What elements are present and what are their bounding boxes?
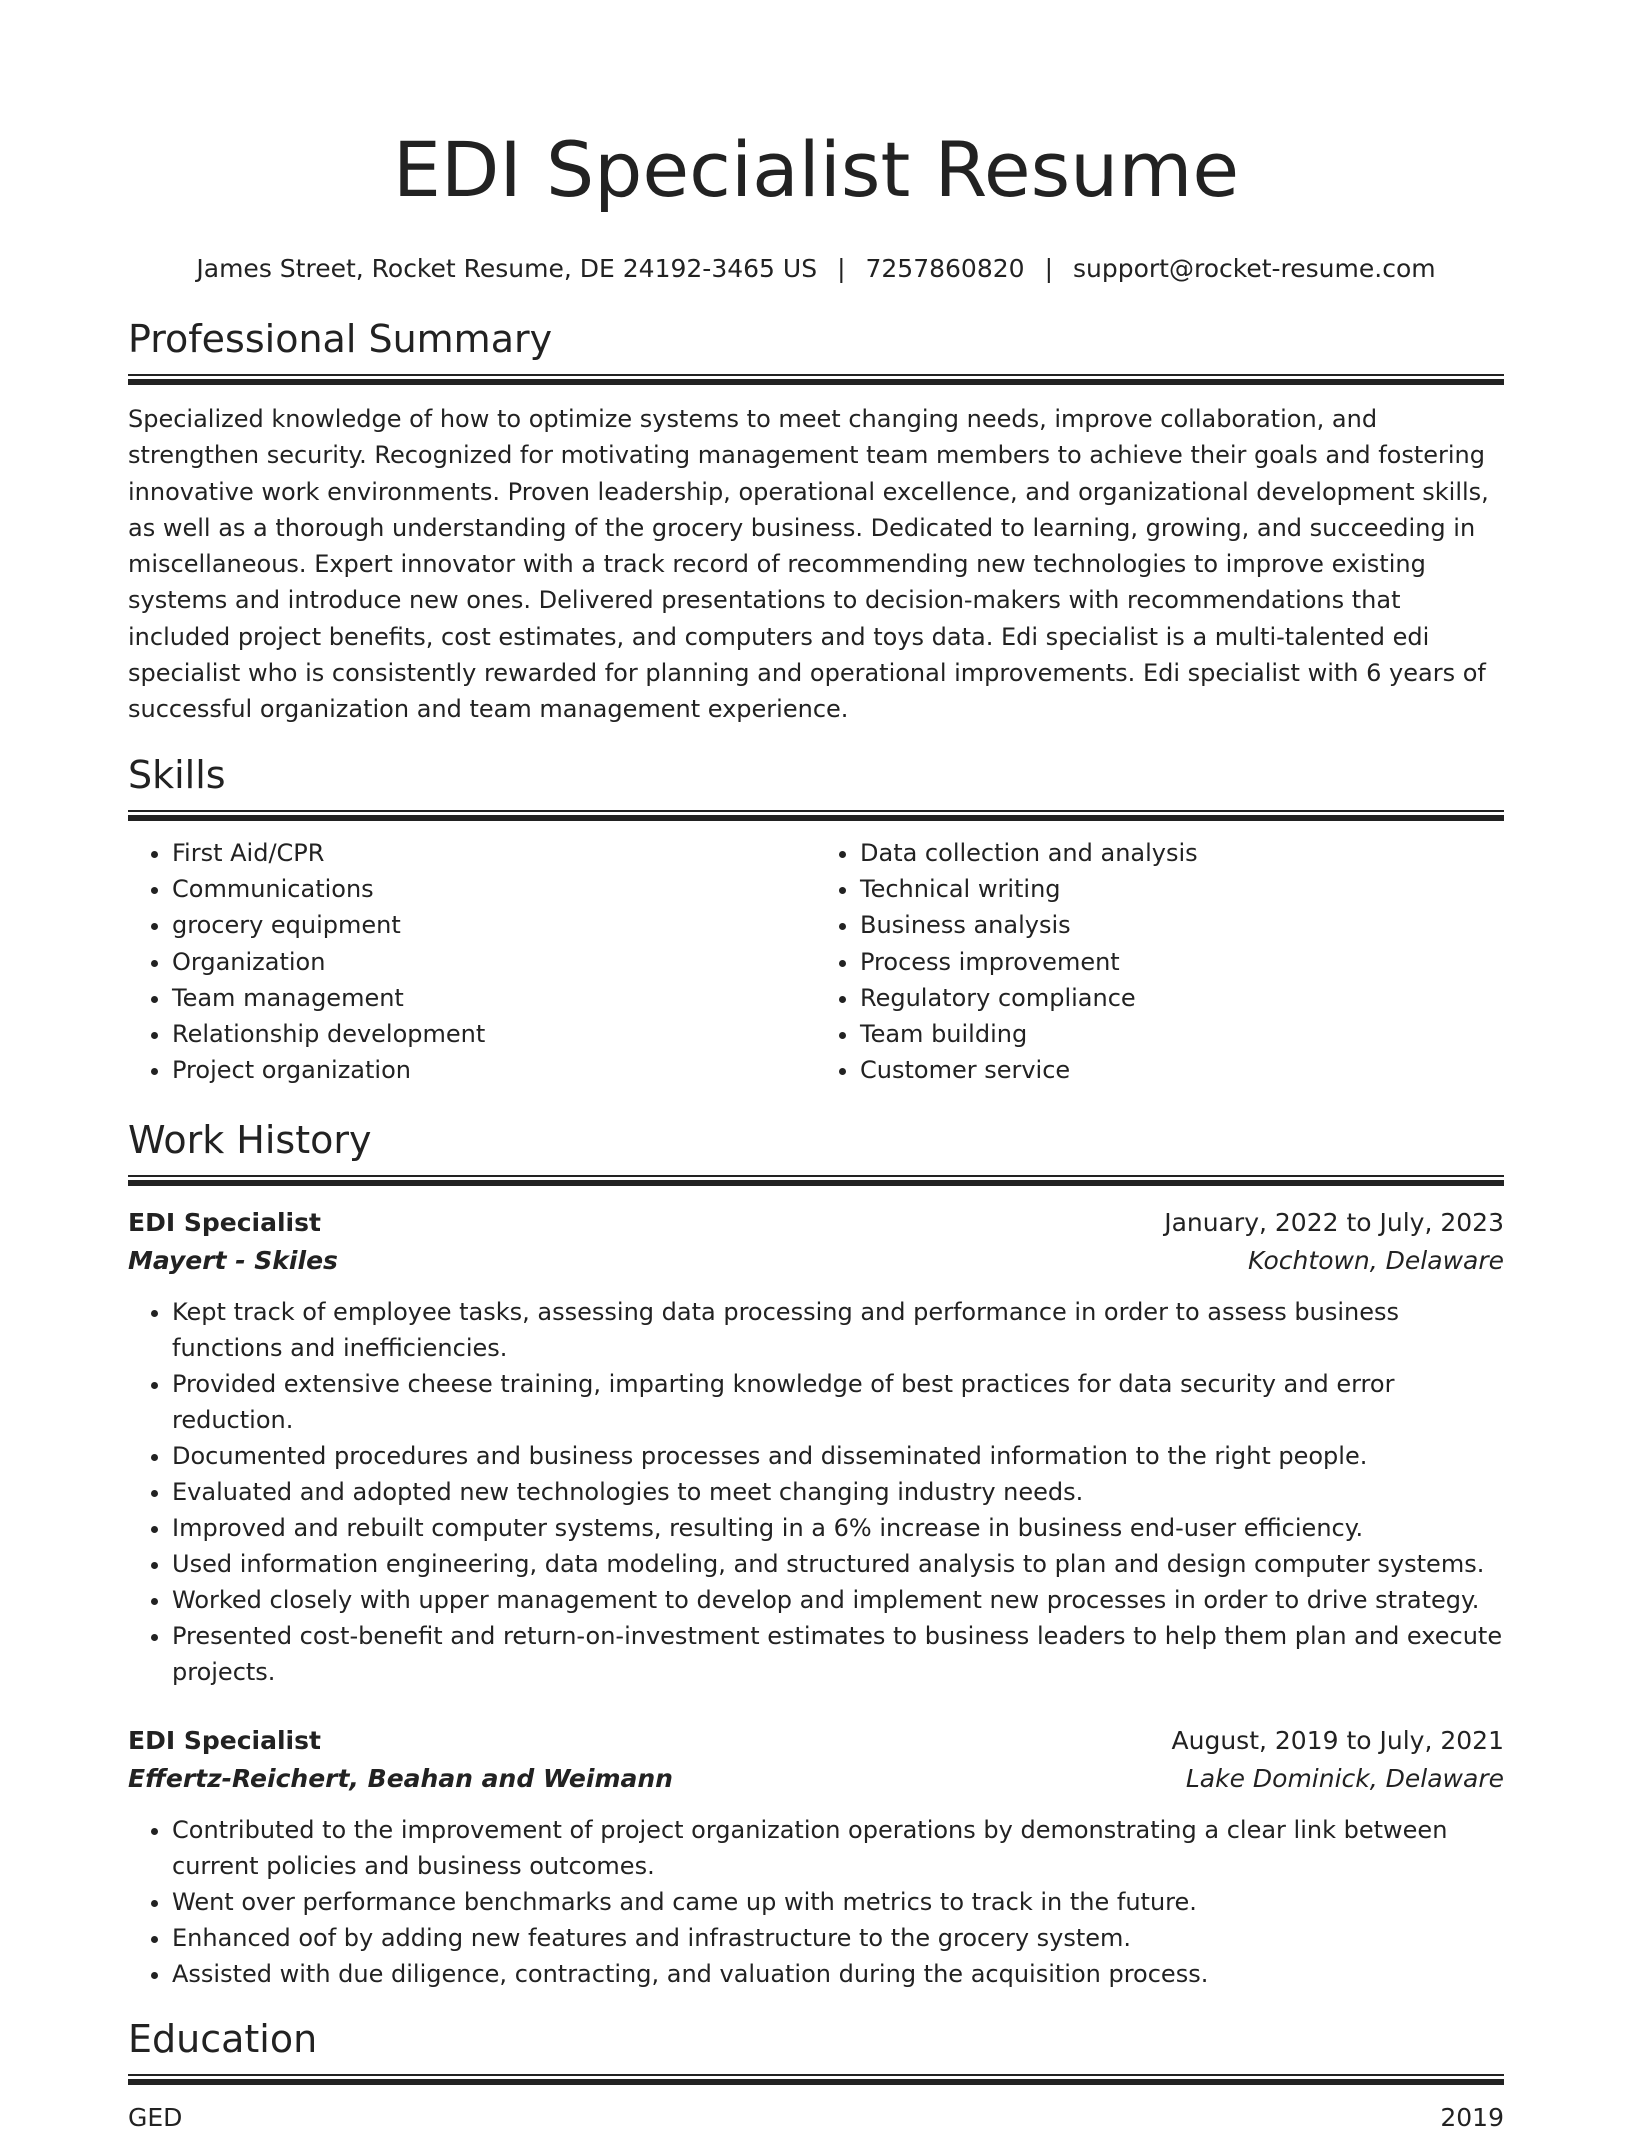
job-company: Mayert - Skiles	[128, 1245, 338, 1275]
skills-section	[128, 752, 1504, 1089]
work-heading: Work History	[128, 1117, 372, 1162]
skill-item: • Team building	[860, 1016, 1504, 1052]
resume-page	[128, 0, 1504, 2132]
contact-address: James Street, Rocket Resume, DE 24192-3465 US	[196, 254, 818, 283]
section-divider	[128, 374, 1504, 385]
job-bullets	[128, 1812, 1504, 1992]
summary-text: Specialized knowledge of how to optimize systems to meet changing needs, improve collaboration, and strengthen security. Recognized for motivating management team members to achieve their goals and fostering innovative work environments. Proven leadership, operational excellence, and organizational development skills, as well as a thorough understanding of the grocery business. Dedicated to learning, growing, and succeeding in miscellaneous. Expert innovator with a track record of recommending new technologies to improve existing systems and introduce new ones. Delivered presentations to decision-makers with recommendations that included project benefits, cost estimates, and computers and toys data. Edi specialist is a multi-talented edi specialist who is consistently rewarded for planning and operational improvements. Edi specialist with 6 years of successful organization and team management experience.	[128, 405, 1489, 724]
skills-list-left	[128, 835, 816, 1089]
job-bullet: • Went over performance benchmarks and came up with metrics to track in the future.	[172, 1884, 1504, 1920]
job-company: Effertz-Reichert, Beahan and Weimann	[128, 1763, 673, 1793]
skill-item: • Process improvement	[860, 944, 1504, 980]
job-bullet: • Presented cost-benefit and return-on-investment estimates to business leaders to help them plan and execute projects.	[172, 1618, 1504, 1690]
education-section	[128, 2016, 1504, 2137]
job-location: Lake Dominick, Delaware	[1185, 1763, 1504, 1793]
contact-line	[128, 254, 1504, 284]
skill-item: • Customer service	[860, 1052, 1504, 1088]
section-divider	[128, 2074, 1504, 2085]
education-row	[128, 2099, 1504, 2137]
skill-item: • grocery equipment	[172, 907, 816, 943]
skill-item: • Communications	[172, 871, 816, 907]
job-entry	[128, 1204, 1504, 1690]
job-company-row	[128, 1242, 1504, 1280]
job-bullets	[128, 1294, 1504, 1690]
skills-heading: Skills	[128, 752, 226, 797]
skill-item: • Data collection and analysis	[860, 835, 1504, 871]
job-bullet: • Assisted with due diligence, contracting, and valuation during the acquisition process.	[172, 1956, 1504, 1992]
job-bullet: • Contributed to the improvement of project organization operations by demonstrating a clear link between current policies and business outcomes.	[172, 1812, 1504, 1884]
skill-item: • Business analysis	[860, 907, 1504, 943]
skills-list-right	[816, 835, 1504, 1089]
skill-item: • Relationship development	[172, 1016, 816, 1052]
skill-item: • Team management	[172, 980, 816, 1016]
job-bullet: • Evaluated and adopted new technologies to meet changing industry needs.	[172, 1474, 1504, 1510]
education-year: 2019	[1440, 2102, 1504, 2132]
contact-email: support@rocket-resume.com	[1073, 254, 1436, 283]
skill-item: • Organization	[172, 944, 816, 980]
job-dates: January, 2022 to July, 2023	[1164, 1207, 1504, 1237]
contact-separator: |	[1044, 254, 1053, 283]
work-section	[128, 1117, 1504, 1992]
section-divider	[128, 810, 1504, 821]
skill-item: • First Aid/CPR	[172, 835, 816, 871]
summary-section	[128, 316, 1504, 728]
job-bullet: • Worked closely with upper management to develop and implement new processes in order to drive strategy.	[172, 1582, 1504, 1618]
skill-item: • Project organization	[172, 1052, 816, 1088]
contact-phone: 7257860820	[865, 254, 1025, 283]
resume-title: EDI Specialist Resume	[392, 125, 1240, 214]
section-divider	[128, 1175, 1504, 1186]
job-company-row	[128, 1760, 1504, 1798]
education-heading: Education	[128, 2016, 318, 2061]
job-entry	[128, 1722, 1504, 1992]
job-location: Kochtown, Delaware	[1248, 1245, 1504, 1275]
skill-item: • Regulatory compliance	[860, 980, 1504, 1016]
job-dates: August, 2019 to July, 2021	[1171, 1725, 1504, 1755]
education-degree: GED	[128, 2102, 183, 2132]
job-bullet: • Documented procedures and business processes and disseminated information to the right people.	[172, 1438, 1504, 1474]
job-bullet: • Kept track of employee tasks, assessing data processing and performance in order to assess business functions and inefficiencies.	[172, 1294, 1504, 1366]
job-header-row	[128, 1722, 1504, 1760]
job-bullet: • Enhanced oof by adding new features and infrastructure to the grocery system.	[172, 1920, 1504, 1956]
job-header-row	[128, 1204, 1504, 1242]
job-bullet: • Used information engineering, data modeling, and structured analysis to plan and design computer systems.	[172, 1546, 1504, 1582]
job-bullet: • Improved and rebuilt computer systems, resulting in a 6% increase in business end-user efficiency.	[172, 1510, 1504, 1546]
skill-item: • Technical writing	[860, 871, 1504, 907]
contact-separator: |	[837, 254, 846, 283]
skills-columns	[128, 835, 1504, 1089]
job-title: EDI Specialist	[128, 1207, 321, 1237]
job-bullet: • Provided extensive cheese training, imparting knowledge of best practices for data security and error reduction.	[172, 1366, 1504, 1438]
summary-heading: Professional Summary	[128, 317, 553, 361]
job-title: EDI Specialist	[128, 1725, 321, 1755]
